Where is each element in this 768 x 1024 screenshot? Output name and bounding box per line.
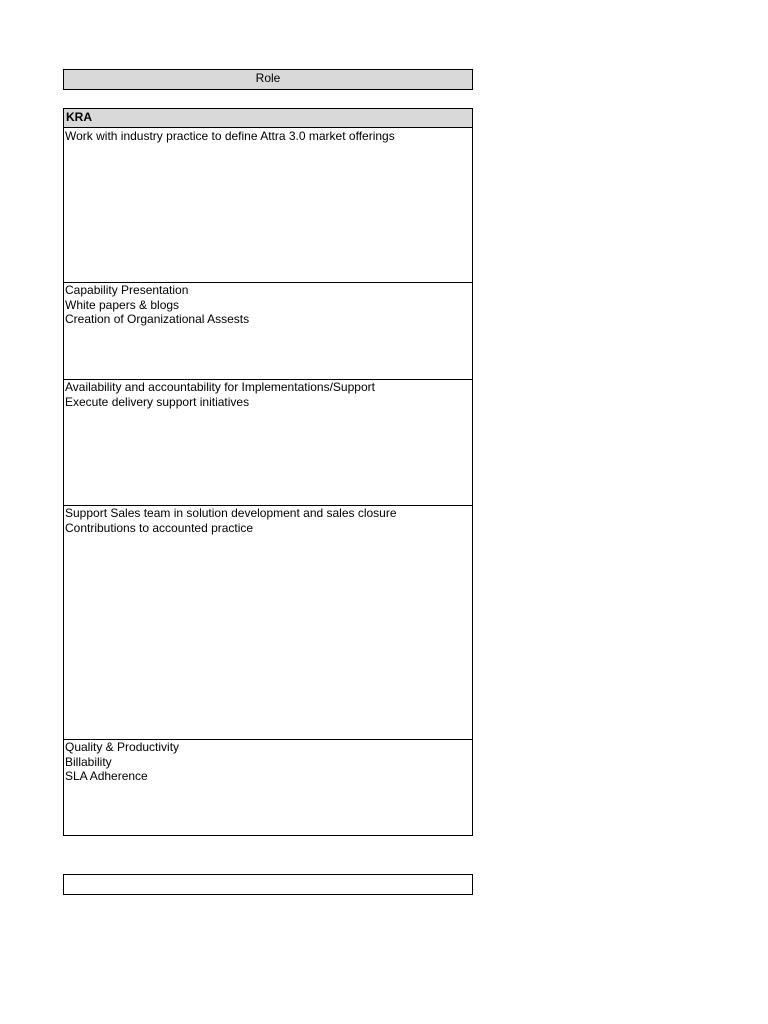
empty-footer-row xyxy=(63,874,473,895)
kra-row-delivery-support xyxy=(63,379,473,506)
kra-line: Contributions to accounted practice xyxy=(65,520,254,535)
kra-row-sales-support xyxy=(63,505,473,740)
kra-line: Capability Presentation xyxy=(65,283,189,297)
role-header xyxy=(63,69,473,90)
kra-line: Execute delivery support initiatives xyxy=(65,394,250,409)
kra-line: Support Sales team in solution development and sales closure xyxy=(65,506,397,520)
kra-row-market-offerings xyxy=(63,128,473,283)
kra-line: Billability xyxy=(65,754,112,769)
kra-line: White papers & blogs xyxy=(65,297,180,312)
kra-row-quality xyxy=(63,739,473,836)
kra-line: Creation of Organizational Assests xyxy=(65,312,250,326)
kra-row-capability xyxy=(63,282,473,380)
kra-column-header xyxy=(63,108,473,128)
kra-header-label: KRA xyxy=(66,110,92,124)
kra-line: Work with industry practice to define Attra 3.0 market offerings xyxy=(65,129,395,143)
kra-line: Availability and accountability for Implementations/Support xyxy=(65,380,375,394)
kra-line: Quality & Productivity xyxy=(65,740,180,754)
kra-line: SLA Adherence xyxy=(65,769,148,783)
role-header-label: Role xyxy=(255,71,281,85)
